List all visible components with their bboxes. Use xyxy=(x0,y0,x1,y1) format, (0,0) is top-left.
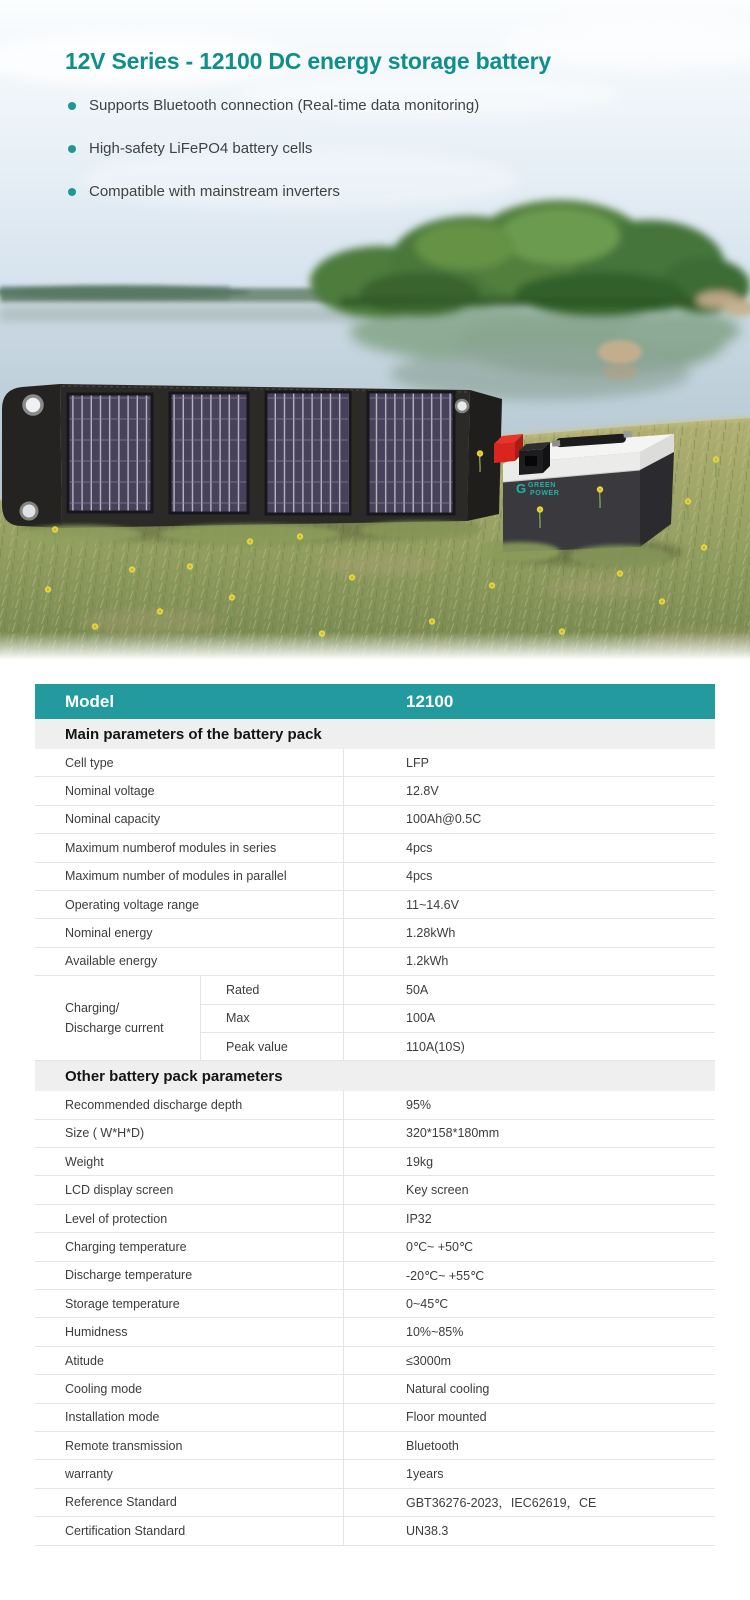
row-label: Humidness xyxy=(35,1318,344,1345)
table-row xyxy=(35,777,715,805)
rock-in-water xyxy=(598,340,642,380)
battery-logo-line2: POWER xyxy=(530,490,560,497)
table-row xyxy=(35,1489,715,1517)
row-value: GBT36276-2023，IEC62619，CE xyxy=(406,1496,597,1511)
hero-section xyxy=(0,0,750,660)
table-subrow xyxy=(201,976,715,1004)
grommet-hole xyxy=(456,400,468,412)
row-label: Weight xyxy=(35,1148,344,1175)
model-header-value: 12100 xyxy=(406,691,454,711)
row-value: 19kg xyxy=(406,1154,434,1169)
subrow-label: Peak value xyxy=(201,1033,344,1060)
table-row xyxy=(35,1460,715,1488)
row-label: Reference Standard xyxy=(35,1489,344,1516)
row-label: Discharge temperature xyxy=(35,1262,344,1289)
row-value: 4pcs xyxy=(406,840,433,855)
row-value: UN38.3 xyxy=(406,1523,449,1538)
row-value: 12.8V xyxy=(406,784,439,799)
spec-table xyxy=(35,684,715,1546)
row-value: IP32 xyxy=(406,1211,432,1226)
bullet-dot-icon xyxy=(68,102,76,110)
group-label-line2: Discharge current xyxy=(65,1021,164,1036)
row-value: 0~45℃ xyxy=(406,1297,449,1312)
table-row xyxy=(35,806,715,834)
row-value: Key screen xyxy=(406,1183,469,1198)
feature-item xyxy=(65,97,685,115)
table-row xyxy=(35,1205,715,1233)
table-row xyxy=(35,1176,715,1204)
row-value: 95% xyxy=(406,1097,432,1112)
feature-item xyxy=(65,140,685,158)
table-row xyxy=(35,749,715,777)
table-row xyxy=(35,1318,715,1346)
row-label: Storage temperature xyxy=(35,1290,344,1317)
row-value: 320*158*180mm xyxy=(406,1126,500,1141)
row-label: Available energy xyxy=(35,948,344,975)
row-label: Certification Standard xyxy=(35,1517,344,1544)
row-label: Charging temperature xyxy=(35,1233,344,1260)
grommet-hole xyxy=(24,396,42,414)
grommet-hole xyxy=(21,503,37,519)
row-label: Nominal energy xyxy=(35,919,344,946)
table-row xyxy=(35,891,715,919)
row-value: 1years xyxy=(406,1467,444,1482)
solar-panel xyxy=(2,384,502,528)
hero-text-block xyxy=(65,48,685,226)
feature-text: Compatible with mainstream inverters xyxy=(89,183,340,200)
table-subrow xyxy=(201,1005,715,1033)
table-row xyxy=(35,1517,715,1545)
row-value: LFP xyxy=(406,755,429,770)
row-value: ≤3000m xyxy=(406,1353,452,1368)
row-label: Cooling mode xyxy=(35,1375,344,1402)
bullet-dot-icon xyxy=(68,145,76,153)
table-row xyxy=(35,1375,715,1403)
table-row xyxy=(35,1404,715,1432)
subrow-value: 110A(10S) xyxy=(406,1039,465,1054)
model-header-label: Model xyxy=(65,691,115,711)
battery-terminal-black xyxy=(519,442,550,475)
table-row xyxy=(35,834,715,862)
table-row xyxy=(35,948,715,976)
bottom-fade xyxy=(0,632,750,660)
row-value: 11~14.6V xyxy=(406,897,459,912)
row-label: Maximum numberof modules in series xyxy=(35,834,344,861)
table-row xyxy=(35,863,715,891)
model-header-bar xyxy=(35,684,715,719)
row-label: warranty xyxy=(35,1460,344,1487)
group-subrows xyxy=(201,976,715,1060)
feature-text: Supports Bluetooth connection (Real-time data monitoring) xyxy=(89,97,480,114)
row-label: Nominal capacity xyxy=(35,806,344,833)
row-label: Level of protection xyxy=(35,1205,344,1232)
row-value: 1.2kWh xyxy=(406,954,449,969)
bullet-dot-icon xyxy=(68,188,76,196)
table-row xyxy=(35,1148,715,1176)
row-value: 4pcs xyxy=(406,869,433,884)
table-row xyxy=(35,1120,715,1148)
row-label: Operating voltage range xyxy=(35,891,344,918)
row-label: Installation mode xyxy=(35,1404,344,1431)
table-row xyxy=(35,1290,715,1318)
table-row xyxy=(35,919,715,947)
row-value: 1.28kWh xyxy=(406,926,456,941)
row-value: Floor mounted xyxy=(406,1410,487,1425)
row-label: Atitude xyxy=(35,1347,344,1374)
group-row-label xyxy=(35,976,201,1060)
feature-item xyxy=(65,183,685,201)
table-row xyxy=(35,1432,715,1460)
row-value: 10%~85% xyxy=(406,1325,464,1340)
row-value: -20℃~ +55℃ xyxy=(406,1268,485,1283)
page-title: 12V Series - 12100 DC energy storage battery xyxy=(65,48,551,74)
row-label: Remote transmission xyxy=(35,1432,344,1459)
table-group-row xyxy=(35,976,715,1061)
table-row xyxy=(35,1347,715,1375)
row-label: Cell type xyxy=(35,749,344,776)
feature-list xyxy=(65,97,685,201)
subrow-value: 50A xyxy=(406,982,429,997)
table-row xyxy=(35,1091,715,1119)
subrow-label: Rated xyxy=(201,976,344,1003)
row-label: Nominal voltage xyxy=(35,777,344,804)
group-label-line1: Charging/ xyxy=(65,1001,120,1016)
section-header-main: Main parameters of the battery pack xyxy=(35,719,715,749)
row-label: Size ( W*H*D) xyxy=(35,1120,344,1147)
battery xyxy=(494,431,674,552)
battery-logo-g: G xyxy=(516,481,527,496)
subrow-label: Max xyxy=(201,1005,344,1032)
battery-logo-line1: GREEN xyxy=(528,482,556,489)
treeline-reflection xyxy=(0,306,360,322)
subrow-value: 100A xyxy=(406,1011,436,1026)
row-value: Bluetooth xyxy=(406,1438,459,1453)
table-subrow xyxy=(201,1033,715,1060)
row-value: 0℃~ +50℃ xyxy=(406,1240,474,1255)
row-label: LCD display screen xyxy=(35,1176,344,1203)
section-header-other: Other battery pack parameters xyxy=(35,1061,715,1091)
row-label: Recommended discharge depth xyxy=(35,1091,344,1118)
table-row xyxy=(35,1262,715,1290)
table-row xyxy=(35,1233,715,1261)
row-value: Natural cooling xyxy=(406,1381,490,1396)
feature-text: High-safety LiFePO4 battery cells xyxy=(89,140,313,157)
row-label: Maximum number of modules in parallel xyxy=(35,863,344,890)
row-value: 100Ah@0.5C xyxy=(406,812,482,827)
